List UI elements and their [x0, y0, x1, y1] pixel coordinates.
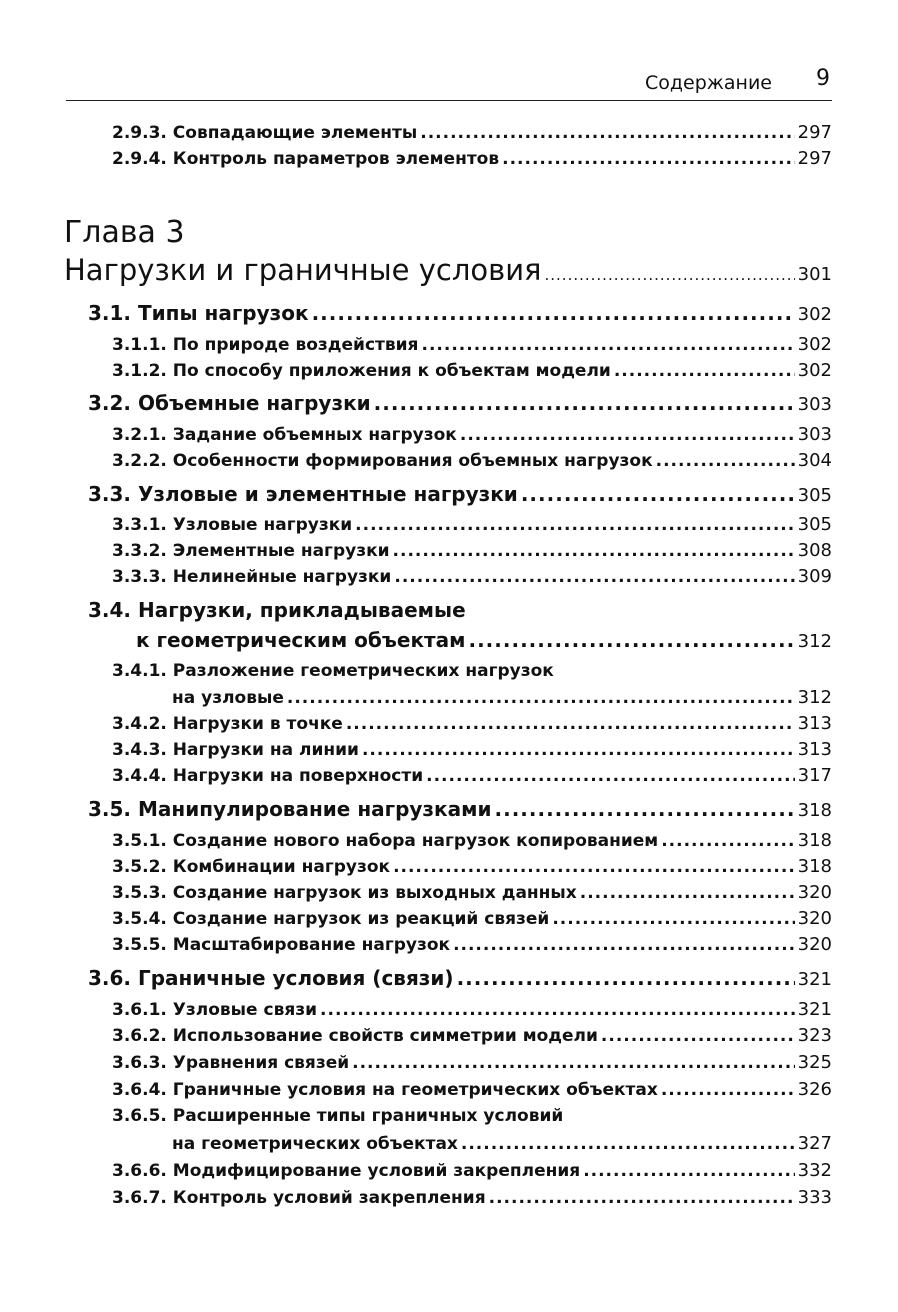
- toc-entry-3-6-7[interactable]: [112, 1187, 832, 1208]
- entry-title: Типы нагрузок: [138, 301, 309, 325]
- entry-page: 305: [797, 514, 832, 535]
- entry-number: 3.5.3.: [112, 883, 167, 903]
- leader-dots: [355, 515, 794, 535]
- leader-dots: [320, 1000, 795, 1020]
- toc-section-3-5[interactable]: [88, 797, 832, 821]
- entry-title: Нагрузки, прикладываемые: [138, 598, 466, 622]
- running-header: [66, 66, 832, 101]
- entry-title: Нагрузки на линии: [172, 740, 359, 760]
- leader-dots: [453, 935, 795, 955]
- entry-title: Узловые и элементные нагрузки: [138, 482, 518, 506]
- entry-page: 297: [797, 122, 832, 143]
- leader-dots: [312, 301, 795, 325]
- entry-number: 3.6.1.: [112, 1000, 167, 1020]
- leader-dots: [580, 883, 795, 903]
- entry-number: 3.1.: [88, 301, 132, 325]
- toc-entry-3-4-1[interactable]: [172, 687, 832, 708]
- entry-title: По природе воздействия: [172, 335, 419, 355]
- entry-title: Нагрузки на поверхности: [172, 766, 424, 786]
- entry-number: 3.2.1.: [112, 425, 167, 445]
- entry-number: 3.6.: [88, 966, 132, 990]
- entry-title: Элементные нагрузки: [172, 541, 390, 561]
- entry-title: на геометрических объектах: [172, 1134, 458, 1154]
- entry-number: 2.9.4.: [112, 149, 167, 169]
- toc-entry-3-2-1[interactable]: [112, 424, 832, 445]
- entry-page: 309: [797, 566, 832, 587]
- entry-page: 325: [797, 1052, 832, 1073]
- entry-number: 3.3.1.: [112, 515, 167, 535]
- entry-page: 302: [797, 334, 832, 355]
- entry-page: 297: [797, 148, 832, 169]
- leader-dots: [656, 451, 795, 471]
- entry-number: 3.4.2.: [112, 714, 167, 734]
- entry-number: 3.1.1.: [112, 335, 167, 355]
- toc-entry-3-3-1[interactable]: [112, 514, 832, 535]
- entry-title: Нагрузки в точке: [172, 714, 343, 734]
- entry-title: Граничные условия на геометрических объектах: [172, 1080, 658, 1100]
- entry-page: 302: [797, 304, 832, 325]
- leader-dots: [461, 1134, 795, 1154]
- entry-number: 3.3.: [88, 482, 132, 506]
- toc-entry-3-4-1-line1[interactable]: [112, 661, 554, 681]
- entry-title: Контроль параметров элементов: [172, 149, 500, 169]
- toc-section-3-1[interactable]: [88, 301, 832, 325]
- leader-dots: [421, 335, 794, 355]
- toc-section-3-3[interactable]: [88, 482, 832, 506]
- toc-entry-3-6-6[interactable]: [112, 1160, 832, 1181]
- toc-section-3-2[interactable]: [88, 391, 832, 415]
- toc-entry-3-3-2[interactable]: [112, 540, 832, 561]
- entry-title: Создание нагрузок из реакций связей: [172, 909, 550, 929]
- toc-entry-2-9-4[interactable]: [112, 148, 832, 169]
- entry-number: 3.6.5.: [112, 1106, 167, 1126]
- toc-entry-3-6-5-line1[interactable]: [112, 1106, 563, 1126]
- toc-entry-3-4-3[interactable]: [112, 739, 832, 760]
- entry-number: 3.6.7.: [112, 1188, 167, 1208]
- entry-number: 3.3.3.: [112, 567, 167, 587]
- leader-dots: [489, 1188, 795, 1208]
- entry-page: 318: [797, 830, 832, 851]
- leader-dots: [552, 909, 794, 929]
- leader-dots: [393, 541, 795, 561]
- entry-title: Разложение геометрических нагрузок: [172, 661, 554, 681]
- entry-title: Контроль условий закрепления: [172, 1188, 486, 1208]
- leader-dots: [287, 688, 795, 708]
- entry-title: Нелинейные нагрузки: [172, 567, 392, 587]
- toc-section-3-4-line1[interactable]: [88, 598, 466, 622]
- leader-dots: [583, 1161, 794, 1181]
- entry-page: 318: [797, 800, 832, 821]
- entry-number: 3.4.3.: [112, 740, 167, 760]
- entry-title: Особенности формирования объемных нагрузок: [172, 451, 653, 471]
- entry-title: Создание нагрузок из выходных данных: [172, 883, 577, 903]
- entry-number: 3.5.1.: [112, 831, 167, 851]
- leader-dots: [468, 628, 794, 652]
- leader-dots: [394, 567, 794, 587]
- entry-page: 326: [797, 1079, 832, 1100]
- toc-entry-3-1-1[interactable]: [112, 334, 832, 355]
- toc-entry-3-4-2[interactable]: [112, 713, 832, 734]
- entry-page: 313: [797, 739, 832, 760]
- entry-number: 3.2.2.: [112, 451, 167, 471]
- header-title: Содержание: [645, 72, 772, 94]
- leader-dots: [601, 1026, 795, 1046]
- entry-number: 3.6.3.: [112, 1053, 167, 1073]
- entry-page: 304: [797, 450, 832, 471]
- entry-number: 3.3.2.: [112, 541, 167, 561]
- entry-page: 320: [797, 882, 832, 903]
- entry-number: 3.4.: [88, 598, 132, 622]
- entry-title: Узловые нагрузки: [172, 515, 353, 535]
- entry-title: Масштабирование нагрузок: [172, 935, 451, 955]
- leader-dots: [661, 1080, 795, 1100]
- entry-number: 3.6.6.: [112, 1161, 167, 1181]
- entry-title: Объемные нагрузки: [138, 391, 371, 415]
- entry-page: 303: [797, 424, 832, 445]
- entry-title: По способу приложения к объектам модели: [172, 361, 611, 381]
- leader-dots: [352, 1053, 795, 1073]
- entry-page: 318: [797, 856, 832, 877]
- entry-page: 321: [797, 999, 832, 1020]
- entry-title: на узловые: [172, 688, 284, 708]
- toc-entry-3-6-1[interactable]: [112, 999, 832, 1020]
- entry-page: 312: [797, 687, 832, 708]
- entry-page: 323: [797, 1025, 832, 1046]
- leader-dots: [374, 391, 795, 415]
- entry-page: 312: [797, 631, 832, 652]
- entry-title: Задание объемных нагрузок: [172, 425, 457, 445]
- leader-dots: [460, 425, 795, 445]
- entry-page: 332: [797, 1160, 832, 1181]
- leader-dots: [393, 857, 795, 877]
- entry-title: Манипулирование нагрузками: [138, 797, 492, 821]
- leader-dots: [521, 482, 795, 506]
- toc-entry-3-5-4[interactable]: [112, 908, 832, 929]
- leader-dots: [457, 966, 795, 990]
- entry-number: 2.9.3.: [112, 123, 167, 143]
- entry-page: 303: [797, 394, 832, 415]
- leader-dots: [362, 740, 795, 760]
- entry-title: Комбинации нагрузок: [172, 857, 391, 877]
- entry-page: 313: [797, 713, 832, 734]
- chapter-label: Глава 3: [64, 215, 185, 250]
- entry-page: 320: [797, 934, 832, 955]
- entry-title: Граничные условия (связи): [138, 966, 454, 990]
- entry-page: 305: [797, 485, 832, 506]
- toc-entry-3-6-2[interactable]: [112, 1025, 832, 1046]
- entry-number: 3.1.2.: [112, 361, 167, 381]
- leader-dots: [614, 361, 795, 381]
- entry-number: 3.6.2.: [112, 1026, 167, 1046]
- entry-title: Уравнения связей: [172, 1053, 350, 1073]
- toc-entry-3-4-4[interactable]: [112, 765, 832, 786]
- entry-page: 320: [797, 908, 832, 929]
- entry-title: Создание нового набора нагрузок копированием: [172, 831, 659, 851]
- toc-entry-3-3-3[interactable]: [112, 566, 832, 587]
- entry-title: Использование свойств симметрии модели: [172, 1026, 598, 1046]
- leader-dots: [502, 149, 795, 169]
- entry-page: 327: [797, 1133, 832, 1154]
- entry-title: Модифицирование условий закрепления: [172, 1161, 581, 1181]
- entry-page: 317: [797, 765, 832, 786]
- entry-page: 301: [797, 264, 832, 285]
- toc-section-3-6[interactable]: [88, 966, 832, 990]
- entry-number: 3.6.4.: [112, 1080, 167, 1100]
- leader-dots: [495, 797, 795, 821]
- entry-title: к геометрическим объектам: [136, 628, 466, 652]
- toc-entry-2-9-3[interactable]: [112, 122, 832, 143]
- page-number: 9: [816, 66, 830, 91]
- toc-chapter-3[interactable]: [64, 253, 832, 287]
- toc-entry-3-1-2[interactable]: [112, 360, 832, 381]
- entry-page: 321: [797, 969, 832, 990]
- leader-dots: [426, 766, 795, 786]
- toc-section-3-4[interactable]: [136, 628, 832, 652]
- leader-dots: [346, 714, 795, 734]
- entry-title: Совпадающие элементы: [172, 123, 418, 143]
- entry-page: 308: [797, 540, 832, 561]
- toc-entry-3-5-3[interactable]: [112, 882, 832, 903]
- entry-page: 302: [797, 360, 832, 381]
- toc-entry-3-2-2[interactable]: [112, 450, 832, 471]
- toc-entry-3-6-4[interactable]: [112, 1079, 832, 1100]
- leader-dots: [661, 831, 794, 851]
- entry-number: 3.2.: [88, 391, 132, 415]
- entry-title: Расширенные типы граничных условий: [172, 1106, 564, 1126]
- entry-number: 3.4.1.: [112, 661, 167, 681]
- leader-dots: [545, 266, 795, 284]
- chapter-title: Нагрузки и граничные условия: [64, 253, 542, 287]
- toc-entry-3-5-5[interactable]: [112, 934, 832, 955]
- entry-number: 3.5.2.: [112, 857, 167, 877]
- entry-number: 3.5.4.: [112, 909, 167, 929]
- toc-entry-3-6-5[interactable]: [172, 1133, 832, 1154]
- entry-number: 3.4.4.: [112, 766, 167, 786]
- entry-page: 333: [797, 1187, 832, 1208]
- entry-number: 3.5.: [88, 797, 132, 821]
- toc-entry-3-5-2[interactable]: [112, 856, 832, 877]
- entry-number: 3.5.5.: [112, 935, 167, 955]
- leader-dots: [420, 123, 794, 143]
- toc-entry-3-6-3[interactable]: [112, 1052, 832, 1073]
- toc-entry-3-5-1[interactable]: [112, 830, 832, 851]
- entry-title: Узловые связи: [172, 1000, 318, 1020]
